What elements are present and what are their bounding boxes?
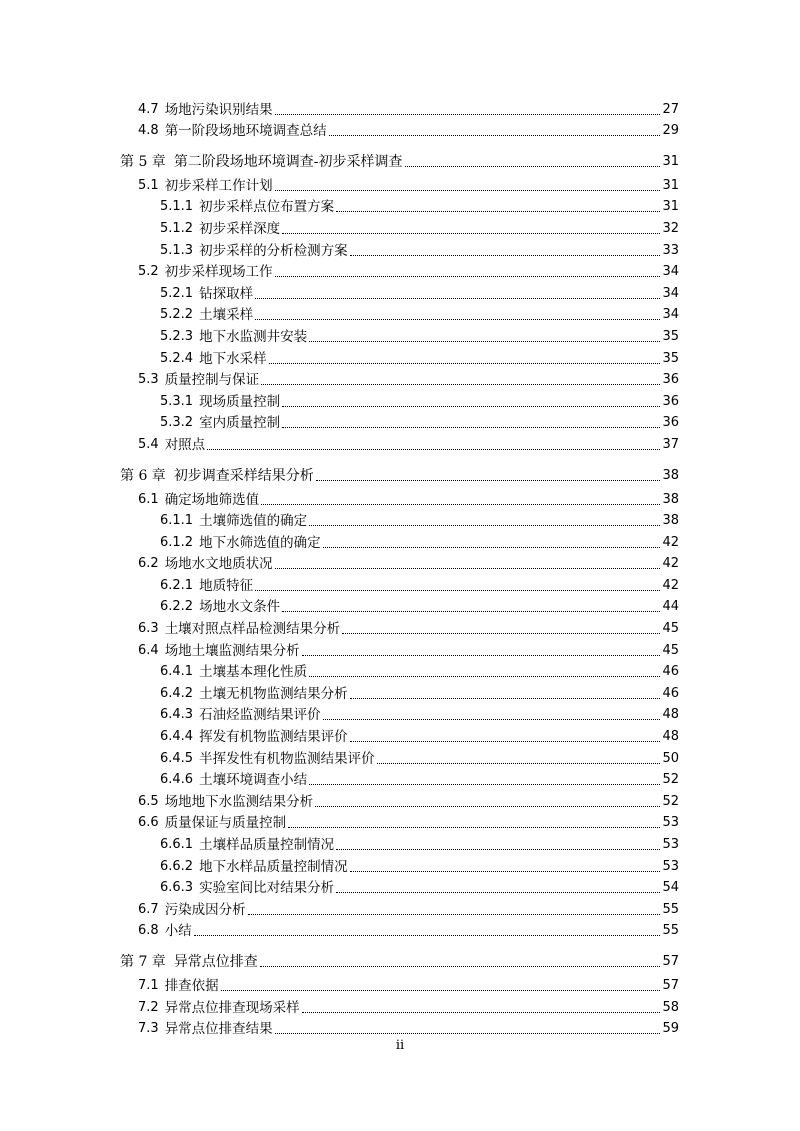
toc-subsection-entry[interactable] bbox=[0, 302, 800, 324]
toc-entry-page: 31 bbox=[662, 177, 679, 193]
toc-entry-page: 42 bbox=[662, 556, 679, 572]
dot-leader bbox=[315, 806, 660, 807]
toc-entry-number: 6.1.2 bbox=[160, 534, 194, 550]
dot-leader bbox=[350, 698, 661, 699]
toc-entry-page: 38 bbox=[662, 467, 679, 483]
toc-entry-page: 35 bbox=[662, 328, 679, 344]
toc-entry-title: 异常点位排查现场采样 bbox=[164, 999, 300, 1016]
toc-entry-title: 土壤采样 bbox=[199, 307, 254, 324]
toc-entry-title: 初步采样工作计划 bbox=[164, 177, 273, 194]
toc-entry-page: 36 bbox=[662, 415, 679, 431]
toc-subsection-entry[interactable] bbox=[0, 702, 800, 724]
toc-entry-number: 第 5 章 bbox=[120, 154, 166, 171]
toc-entry-number: 7.1 bbox=[138, 977, 159, 993]
toc-entry-number: 5.3.1 bbox=[160, 393, 194, 409]
toc-entry-title: 第二阶段场地环境调查-初步采样调查 bbox=[173, 154, 403, 171]
toc-section-entry[interactable] bbox=[0, 918, 800, 940]
dot-leader bbox=[194, 935, 661, 936]
toc-section-entry[interactable] bbox=[0, 896, 800, 918]
toc-entry-title: 土壤环境调查小结 bbox=[199, 772, 308, 789]
toc-entry-number: 7.3 bbox=[138, 1021, 159, 1037]
toc-subsection-entry[interactable] bbox=[0, 345, 800, 367]
toc-entry-page: 45 bbox=[662, 621, 679, 637]
toc-entry-number: 5.2.4 bbox=[160, 350, 194, 366]
dot-leader bbox=[302, 655, 661, 656]
toc-section-entry[interactable] bbox=[0, 486, 800, 508]
toc-section-entry[interactable] bbox=[0, 810, 800, 832]
toc-entry-title: 挥发有机物监测结果评价 bbox=[199, 729, 348, 746]
dot-leader bbox=[323, 547, 661, 548]
toc-section-entry[interactable] bbox=[0, 118, 800, 140]
toc-entry-title: 场地水文条件 bbox=[199, 599, 281, 616]
dot-leader bbox=[302, 1012, 661, 1013]
toc-entry-title: 初步采样深度 bbox=[199, 220, 281, 237]
dot-leader bbox=[275, 114, 661, 115]
toc-entry-title: 初步采样的分析检测方案 bbox=[199, 242, 348, 259]
dot-leader bbox=[282, 611, 660, 612]
toc-section-entry[interactable] bbox=[0, 1016, 800, 1038]
toc-entry-number: 4.8 bbox=[138, 123, 159, 139]
toc-entry-number: 6.4.2 bbox=[160, 685, 194, 701]
toc-entry-page: 34 bbox=[662, 264, 679, 280]
toc-entry-number: 7.2 bbox=[138, 999, 159, 1015]
toc-entry-number: 6.4.5 bbox=[160, 750, 194, 766]
toc-section-entry[interactable] bbox=[0, 172, 800, 194]
toc-section-entry[interactable] bbox=[0, 637, 800, 659]
toc-entry-title: 现场质量控制 bbox=[199, 393, 281, 410]
toc-entry-page: 46 bbox=[662, 685, 679, 701]
toc-subsection-entry[interactable] bbox=[0, 529, 800, 551]
toc-entry-page: 27 bbox=[662, 101, 679, 117]
toc-subsection-entry[interactable] bbox=[0, 572, 800, 594]
toc-entry-title: 土壤筛选值的确定 bbox=[199, 513, 308, 530]
toc-entry-page: 31 bbox=[662, 154, 679, 170]
dot-leader bbox=[255, 590, 660, 591]
toc-entry-page: 53 bbox=[662, 815, 679, 831]
toc-entry-title: 初步采样点位布置方案 bbox=[199, 199, 335, 216]
toc-entry-page: 36 bbox=[662, 372, 679, 388]
toc-section-entry[interactable] bbox=[0, 788, 800, 810]
toc-entry-title: 土壤无机物监测结果分析 bbox=[199, 685, 348, 702]
toc-subsection-entry[interactable] bbox=[0, 237, 800, 259]
toc-entry-title: 钻探取样 bbox=[199, 285, 254, 302]
toc-entry-title: 土壤基本理化性质 bbox=[199, 664, 308, 681]
toc-section-entry[interactable] bbox=[0, 431, 800, 453]
toc-entry-number: 5.1.3 bbox=[160, 242, 194, 258]
toc-subsection-entry[interactable] bbox=[0, 831, 800, 853]
toc-section-entry[interactable] bbox=[0, 994, 800, 1016]
dot-leader bbox=[329, 135, 661, 136]
toc-entry-number: 6.4 bbox=[138, 642, 159, 658]
toc-entry-title: 地下水监测井安装 bbox=[199, 328, 308, 345]
toc-entry-page: 36 bbox=[662, 393, 679, 409]
toc-entry-page: 32 bbox=[662, 220, 679, 236]
toc-entry-page: 48 bbox=[662, 707, 679, 723]
dot-leader bbox=[207, 449, 660, 450]
toc-subsection-entry[interactable] bbox=[0, 388, 800, 410]
dot-leader bbox=[261, 504, 660, 505]
dot-leader bbox=[405, 166, 661, 167]
toc-entry-number: 6.5 bbox=[138, 793, 159, 809]
toc-entry-page: 34 bbox=[662, 285, 679, 301]
toc-entry-title: 质量保证与质量控制 bbox=[164, 815, 287, 832]
toc-entry-page: 34 bbox=[662, 307, 679, 323]
toc-subsection-entry[interactable] bbox=[0, 410, 800, 432]
dot-leader bbox=[336, 892, 660, 893]
toc-entry-number: 6.3 bbox=[138, 621, 159, 637]
toc-entry-number: 6.4.3 bbox=[160, 707, 194, 723]
toc-entry-page: 50 bbox=[662, 750, 679, 766]
toc-entry-page: 55 bbox=[662, 901, 679, 917]
toc-entry-page: 37 bbox=[662, 436, 679, 452]
toc-entry-number: 6.6.1 bbox=[160, 837, 194, 852]
dot-leader bbox=[255, 319, 660, 320]
toc-chapter-entry[interactable] bbox=[0, 453, 800, 486]
toc-entry-number: 5.4 bbox=[138, 436, 159, 452]
dot-leader bbox=[350, 255, 661, 256]
toc-entry-number: 5.1.1 bbox=[160, 199, 194, 215]
dot-leader bbox=[260, 966, 661, 967]
dot-leader bbox=[221, 990, 661, 991]
toc-entry-page: 52 bbox=[662, 772, 679, 788]
toc-subsection-entry[interactable] bbox=[0, 323, 800, 345]
toc-entry-number: 6.2 bbox=[138, 556, 159, 572]
dot-leader bbox=[275, 190, 661, 191]
dot-leader bbox=[309, 341, 660, 342]
toc-entry-page: 48 bbox=[662, 729, 679, 745]
toc-entry-title: 初步采样现场工作 bbox=[164, 264, 273, 281]
page-number-footer: ii bbox=[395, 1038, 405, 1053]
toc-subsection-entry[interactable] bbox=[0, 767, 800, 789]
toc-entry-page: 57 bbox=[662, 954, 679, 970]
toc-entry-page: 55 bbox=[662, 923, 679, 939]
toc-entry-title: 确定场地筛选值 bbox=[164, 491, 260, 508]
toc-entry-number: 6.2.1 bbox=[160, 577, 194, 593]
toc-entry-title: 异常点位排查 bbox=[173, 954, 258, 971]
toc-subsection-entry[interactable] bbox=[0, 875, 800, 897]
dot-leader bbox=[350, 871, 661, 872]
toc-entry-page: 57 bbox=[662, 977, 679, 993]
toc-entry-number: 5.2.2 bbox=[160, 307, 194, 323]
toc-entry-title: 地下水样品质量控制情况 bbox=[199, 858, 348, 875]
toc-entry-page: 52 bbox=[662, 793, 679, 809]
toc-section-entry[interactable] bbox=[0, 259, 800, 281]
toc-entry-number: 5.2.1 bbox=[160, 285, 194, 301]
toc-entry-title: 土壤样品质量控制情况 bbox=[199, 837, 335, 853]
dot-leader bbox=[282, 427, 660, 428]
toc-entry-number: 5.3 bbox=[138, 372, 159, 388]
toc-chapter-entry[interactable] bbox=[0, 139, 800, 172]
toc-section-entry[interactable] bbox=[0, 96, 800, 118]
toc-entry-title: 地下水采样 bbox=[199, 350, 267, 367]
toc-entry-title: 地质特征 bbox=[199, 577, 254, 594]
toc-entry-number: 6.1 bbox=[138, 491, 159, 507]
toc-entry-page: 38 bbox=[662, 491, 679, 507]
toc-subsection-entry[interactable] bbox=[0, 680, 800, 702]
toc-entry-number: 6.8 bbox=[138, 923, 159, 939]
toc-entry-number: 6.6.3 bbox=[160, 880, 194, 896]
dot-leader bbox=[255, 298, 660, 299]
toc-entry-page: 54 bbox=[662, 880, 679, 896]
toc-entry-number: 第 7 章 bbox=[120, 954, 166, 971]
dot-leader bbox=[275, 568, 661, 569]
toc-subsection-entry[interactable] bbox=[0, 194, 800, 216]
dot-leader bbox=[288, 827, 660, 828]
toc-entry-number: 5.2.3 bbox=[160, 328, 194, 344]
toc-subsection-entry[interactable] bbox=[0, 215, 800, 237]
toc-entry-title: 实验室间比对结果分析 bbox=[199, 880, 335, 897]
toc-entry-number: 5.1.2 bbox=[160, 220, 194, 236]
dot-leader bbox=[248, 914, 661, 915]
toc-entry-page: 58 bbox=[662, 999, 679, 1015]
toc-entry-number: 6.7 bbox=[138, 901, 159, 917]
toc-entry-page: 31 bbox=[662, 199, 679, 215]
toc-entry-page: 35 bbox=[662, 350, 679, 366]
toc-entry-number: 6.2.2 bbox=[160, 599, 194, 615]
toc-entry-title: 场地土壤监测结果分析 bbox=[164, 642, 300, 659]
toc-entry-title: 对照点 bbox=[164, 436, 206, 453]
toc-entry-title: 土壤对照点样品检测结果分析 bbox=[164, 621, 341, 638]
dot-leader bbox=[282, 406, 660, 407]
toc-entry-title: 场地地下水监测结果分析 bbox=[164, 793, 314, 810]
toc-section-entry[interactable] bbox=[0, 551, 800, 573]
dot-leader bbox=[336, 211, 660, 212]
toc-entry-page: 44 bbox=[662, 599, 679, 615]
toc-entry-page: 53 bbox=[662, 837, 679, 852]
toc-subsection-entry[interactable] bbox=[0, 280, 800, 302]
toc-entry-title: 室内质量控制 bbox=[199, 415, 281, 432]
toc-entry-title: 质量控制与保证 bbox=[164, 372, 260, 389]
toc-entry-title: 半挥发性有机物监测结果评价 bbox=[199, 750, 375, 767]
toc-entry-number: 4.7 bbox=[138, 101, 159, 117]
dot-leader bbox=[309, 525, 660, 526]
dot-leader bbox=[275, 1033, 661, 1034]
dot-leader bbox=[323, 719, 661, 720]
toc-entry-page: 59 bbox=[662, 1021, 679, 1037]
toc-entry-page: 33 bbox=[662, 242, 679, 258]
toc-entry-number: 5.2 bbox=[138, 264, 159, 280]
toc-entry-number: 6.1.1 bbox=[160, 513, 194, 529]
toc-entry-title: 小结 bbox=[164, 923, 192, 940]
toc-entry-title: 异常点位排查结果 bbox=[164, 1021, 273, 1038]
toc-entry-title: 初步调查采样结果分析 bbox=[173, 467, 314, 484]
toc-entry-title: 排查依据 bbox=[164, 977, 219, 994]
dot-leader bbox=[309, 784, 660, 785]
toc-entry-number: 6.4.1 bbox=[160, 664, 194, 680]
toc-entry-number: 6.6 bbox=[138, 815, 159, 831]
toc-section-entry[interactable] bbox=[0, 615, 800, 637]
dot-leader bbox=[336, 849, 660, 850]
dot-leader bbox=[342, 633, 660, 634]
dot-leader bbox=[269, 363, 661, 364]
toc-entry-page: 38 bbox=[662, 513, 679, 529]
toc-subsection-entry[interactable] bbox=[0, 508, 800, 530]
toc-subsection-entry[interactable] bbox=[0, 745, 800, 767]
toc-entry-number: 第 6 章 bbox=[120, 467, 166, 484]
toc-section-entry[interactable] bbox=[0, 367, 800, 389]
toc-subsection-entry[interactable] bbox=[0, 659, 800, 681]
toc-entry-page: 53 bbox=[662, 858, 679, 874]
dot-leader bbox=[316, 480, 661, 481]
toc-chapter-entry[interactable] bbox=[0, 939, 800, 972]
dot-leader bbox=[261, 384, 660, 385]
toc-entry-number: 6.4.6 bbox=[160, 772, 194, 788]
toc-entry-number: 5.1 bbox=[138, 177, 159, 193]
dot-leader bbox=[377, 763, 661, 764]
toc-entry-title: 石油烃监测结果评价 bbox=[199, 707, 321, 724]
dot-leader bbox=[275, 276, 661, 277]
dot-leader bbox=[350, 741, 661, 742]
toc-entry-page: 42 bbox=[662, 577, 679, 593]
toc-entry-page: 29 bbox=[662, 123, 679, 139]
toc-entry-title: 地下水筛选值的确定 bbox=[199, 534, 321, 551]
toc-section-entry[interactable] bbox=[0, 972, 800, 994]
dot-leader bbox=[282, 233, 660, 234]
toc-entry-page: 45 bbox=[662, 642, 679, 658]
toc-subsection-entry[interactable] bbox=[0, 853, 800, 875]
toc-subsection-entry[interactable] bbox=[0, 723, 800, 745]
toc-entry-title: 第一阶段场地环境调查总结 bbox=[164, 123, 327, 140]
toc-entry-page: 46 bbox=[662, 664, 679, 680]
dot-leader bbox=[309, 676, 660, 677]
toc-subsection-entry[interactable] bbox=[0, 594, 800, 616]
toc-entry-number: 6.4.4 bbox=[160, 729, 194, 745]
toc-entry-title: 污染成因分析 bbox=[164, 901, 246, 918]
table-of-contents bbox=[0, 96, 800, 1037]
toc-entry-number: 5.3.2 bbox=[160, 415, 194, 431]
toc-entry-number: 6.6.2 bbox=[160, 858, 194, 874]
toc-entry-title: 场地水文地质状况 bbox=[164, 556, 273, 573]
toc-entry-title: 场地污染识别结果 bbox=[164, 101, 273, 118]
toc-entry-page: 42 bbox=[662, 534, 679, 550]
